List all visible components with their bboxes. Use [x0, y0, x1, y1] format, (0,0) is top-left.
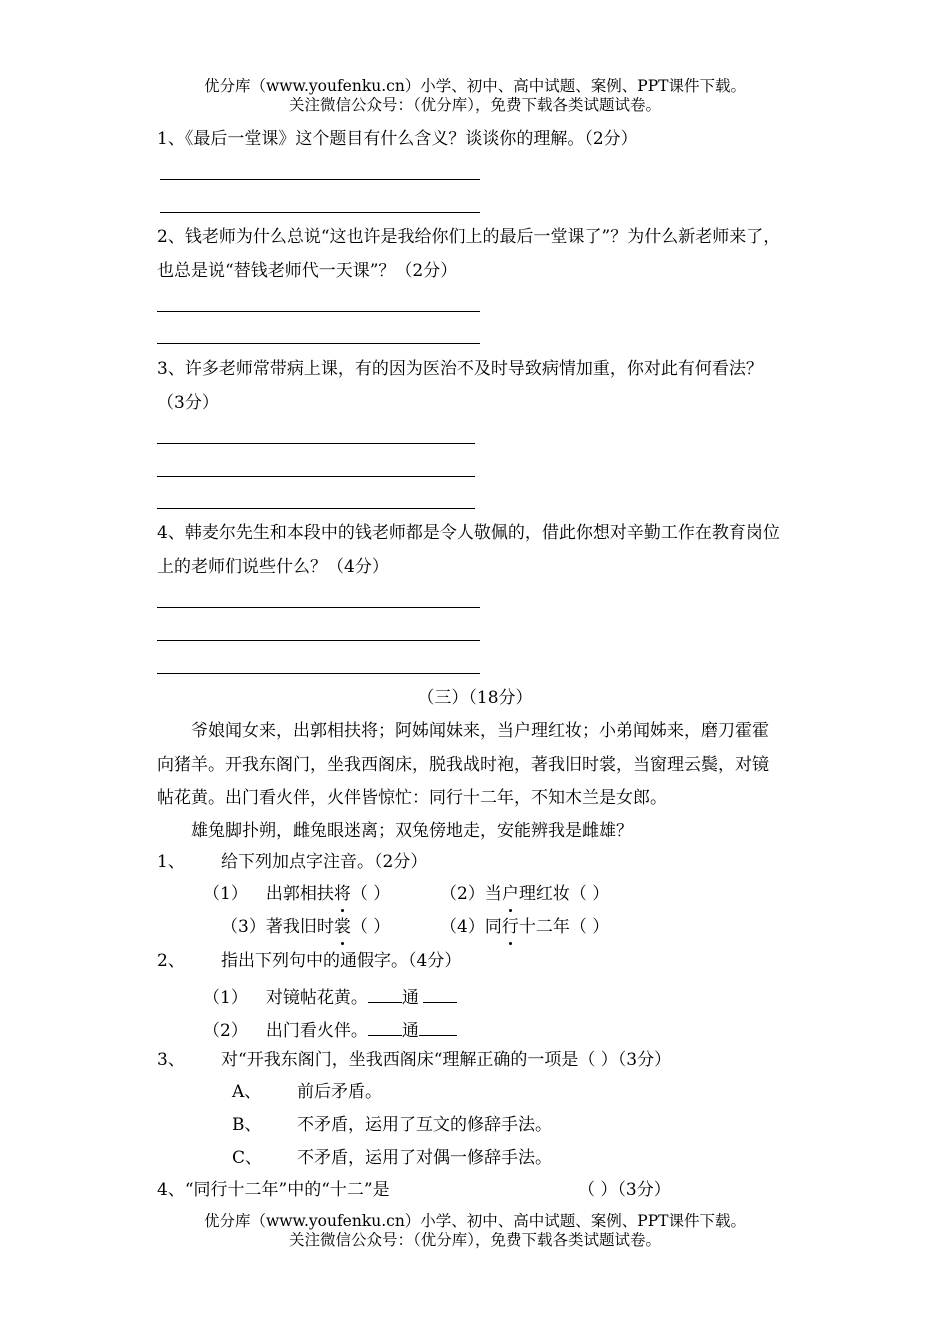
q2-text: 指出下列句中的通假字。（4分） [221, 951, 462, 971]
item-number: （2） [203, 1021, 248, 1041]
q4-score: （ ）（3分） [578, 1180, 671, 1200]
answer-line[interactable] [157, 673, 480, 674]
option-c-text: 不矛盾，运用了对偶一修辞手法。 [297, 1148, 552, 1168]
q3-text: 对“开我东阁门，坐我西阁床“理解正确的一项是（ ）（3分） [221, 1050, 672, 1070]
item-text: 当 [484, 884, 502, 904]
item-number: （2） [440, 884, 485, 904]
option-b-label[interactable]: B、 [232, 1115, 262, 1135]
q1-item-4 [440, 916, 609, 938]
question-4-line-2: 上的老师们说些什么？（4分） [157, 557, 389, 577]
fill-blank[interactable] [423, 984, 457, 1003]
fill-blank[interactable] [368, 1017, 402, 1036]
fill-blank[interactable] [419, 1017, 457, 1036]
option-b-text: 不矛盾，运用了互文的修辞手法。 [297, 1115, 552, 1135]
dotted-char: 将 [333, 884, 351, 904]
item-text: 同 [484, 917, 502, 937]
item-text: 著我旧时 [265, 917, 334, 937]
item-number: （1） [203, 884, 248, 904]
item-blank: 理红妆（ ） [518, 884, 610, 904]
q1-number: 1、 [157, 852, 185, 872]
item-blank: （ ） [350, 917, 391, 937]
item-text: 出门看火伴。 [265, 1021, 368, 1041]
tong-label: 通 [401, 988, 419, 1008]
question-2-line-1: 2、钱老师为什么总说“这也许是我给你们上的最后一堂课了”？为什么新老师来了， [157, 227, 781, 247]
question-1: 1、《最后一堂课》这个题目有什么含义？谈谈你的理解。（2分） [157, 129, 638, 149]
poem-line: 向猪羊。开我东阁门，坐我西阁床，脱我战时袍，著我旧时裳，当窗理云鬓，对镜 [157, 755, 769, 775]
dotted-char: 裳 [333, 917, 351, 937]
q2-number: 2、 [157, 951, 185, 971]
answer-line[interactable] [157, 476, 475, 477]
question-3-line-1: 3、许多老师常带病上课，有的因为医治不及时导致病情加重，你对此有何看法？ [157, 359, 763, 379]
answer-line[interactable] [160, 212, 480, 213]
q3-number: 3、 [157, 1050, 185, 1070]
q2-item-2 [203, 1017, 457, 1042]
header-line-2: 关注微信公众号：（优分库），免费下载各类试题试卷。 [288, 96, 661, 114]
q2-item-1 [203, 984, 457, 1009]
q1-item-1 [203, 883, 390, 905]
answer-line[interactable] [157, 311, 480, 312]
answer-line[interactable] [157, 443, 475, 444]
fill-blank[interactable] [368, 984, 402, 1003]
option-a-label[interactable]: A、 [232, 1082, 262, 1102]
question-2-line-2: 也总是说“替钱老师代一天课”？（2分） [157, 261, 458, 281]
answer-line[interactable] [157, 607, 480, 608]
poem-line: 帖花黄。出门看火伴，火伴皆惊忙：同行十二年，不知木兰是女郎。 [157, 788, 667, 808]
poem-line: 爷娘闻女来，出郭相扶将；阿姊闻妹来，当户理红妆；小弟闻姊来，磨刀霍霍 [191, 721, 769, 741]
item-number: （4） [440, 917, 485, 937]
question-4-line-1: 4、韩麦尔先生和本段中的钱老师都是令人敬佩的，借此你想对辛勤工作在教育岗位 [157, 523, 780, 543]
item-number: （3） [221, 917, 266, 937]
option-c-label[interactable]: C、 [232, 1148, 263, 1168]
poem-line: 雄兔脚扑朔，雌兔眼迷离；双兔傍地走，安能辨我是雌雄？ [191, 821, 633, 841]
item-blank: 十二年（ ） [518, 917, 610, 937]
footer-line-1: 优分库（www.youfenku.cn）小学、初中、高中试题、案例、PPT课件下载。 [203, 1212, 747, 1230]
dotted-char: 行 [501, 917, 519, 937]
section-title: （三）（18分） [417, 688, 533, 708]
option-a-text: 前后矛盾。 [297, 1082, 382, 1102]
item-blank: （ ） [350, 884, 391, 904]
answer-line[interactable] [157, 343, 480, 344]
item-text: 出郭相扶 [265, 884, 334, 904]
answer-line[interactable] [157, 508, 475, 509]
item-text: 对镜帖花黄。 [265, 988, 368, 1008]
item-number: （1） [203, 988, 248, 1008]
q1-item-2 [440, 883, 609, 905]
q1-item-3 [221, 916, 390, 938]
tong-label: 通 [401, 1021, 419, 1041]
header-line-1: 优分库（www.youfenku.cn）小学、初中、高中试题、案例、PPT课件下载。 [203, 77, 747, 95]
q1-text: 给下列加点字注音。（2分） [221, 852, 428, 872]
question-3-line-2: （3分） [157, 393, 219, 413]
q4-text: 4、“同行十二年”中的“十二”是 [157, 1180, 390, 1200]
dotted-char: 户 [501, 884, 519, 904]
answer-line[interactable] [160, 179, 480, 180]
footer-line-2: 关注微信公众号：（优分库），免费下载各类试题试卷。 [288, 1231, 661, 1249]
answer-line[interactable] [157, 640, 480, 641]
